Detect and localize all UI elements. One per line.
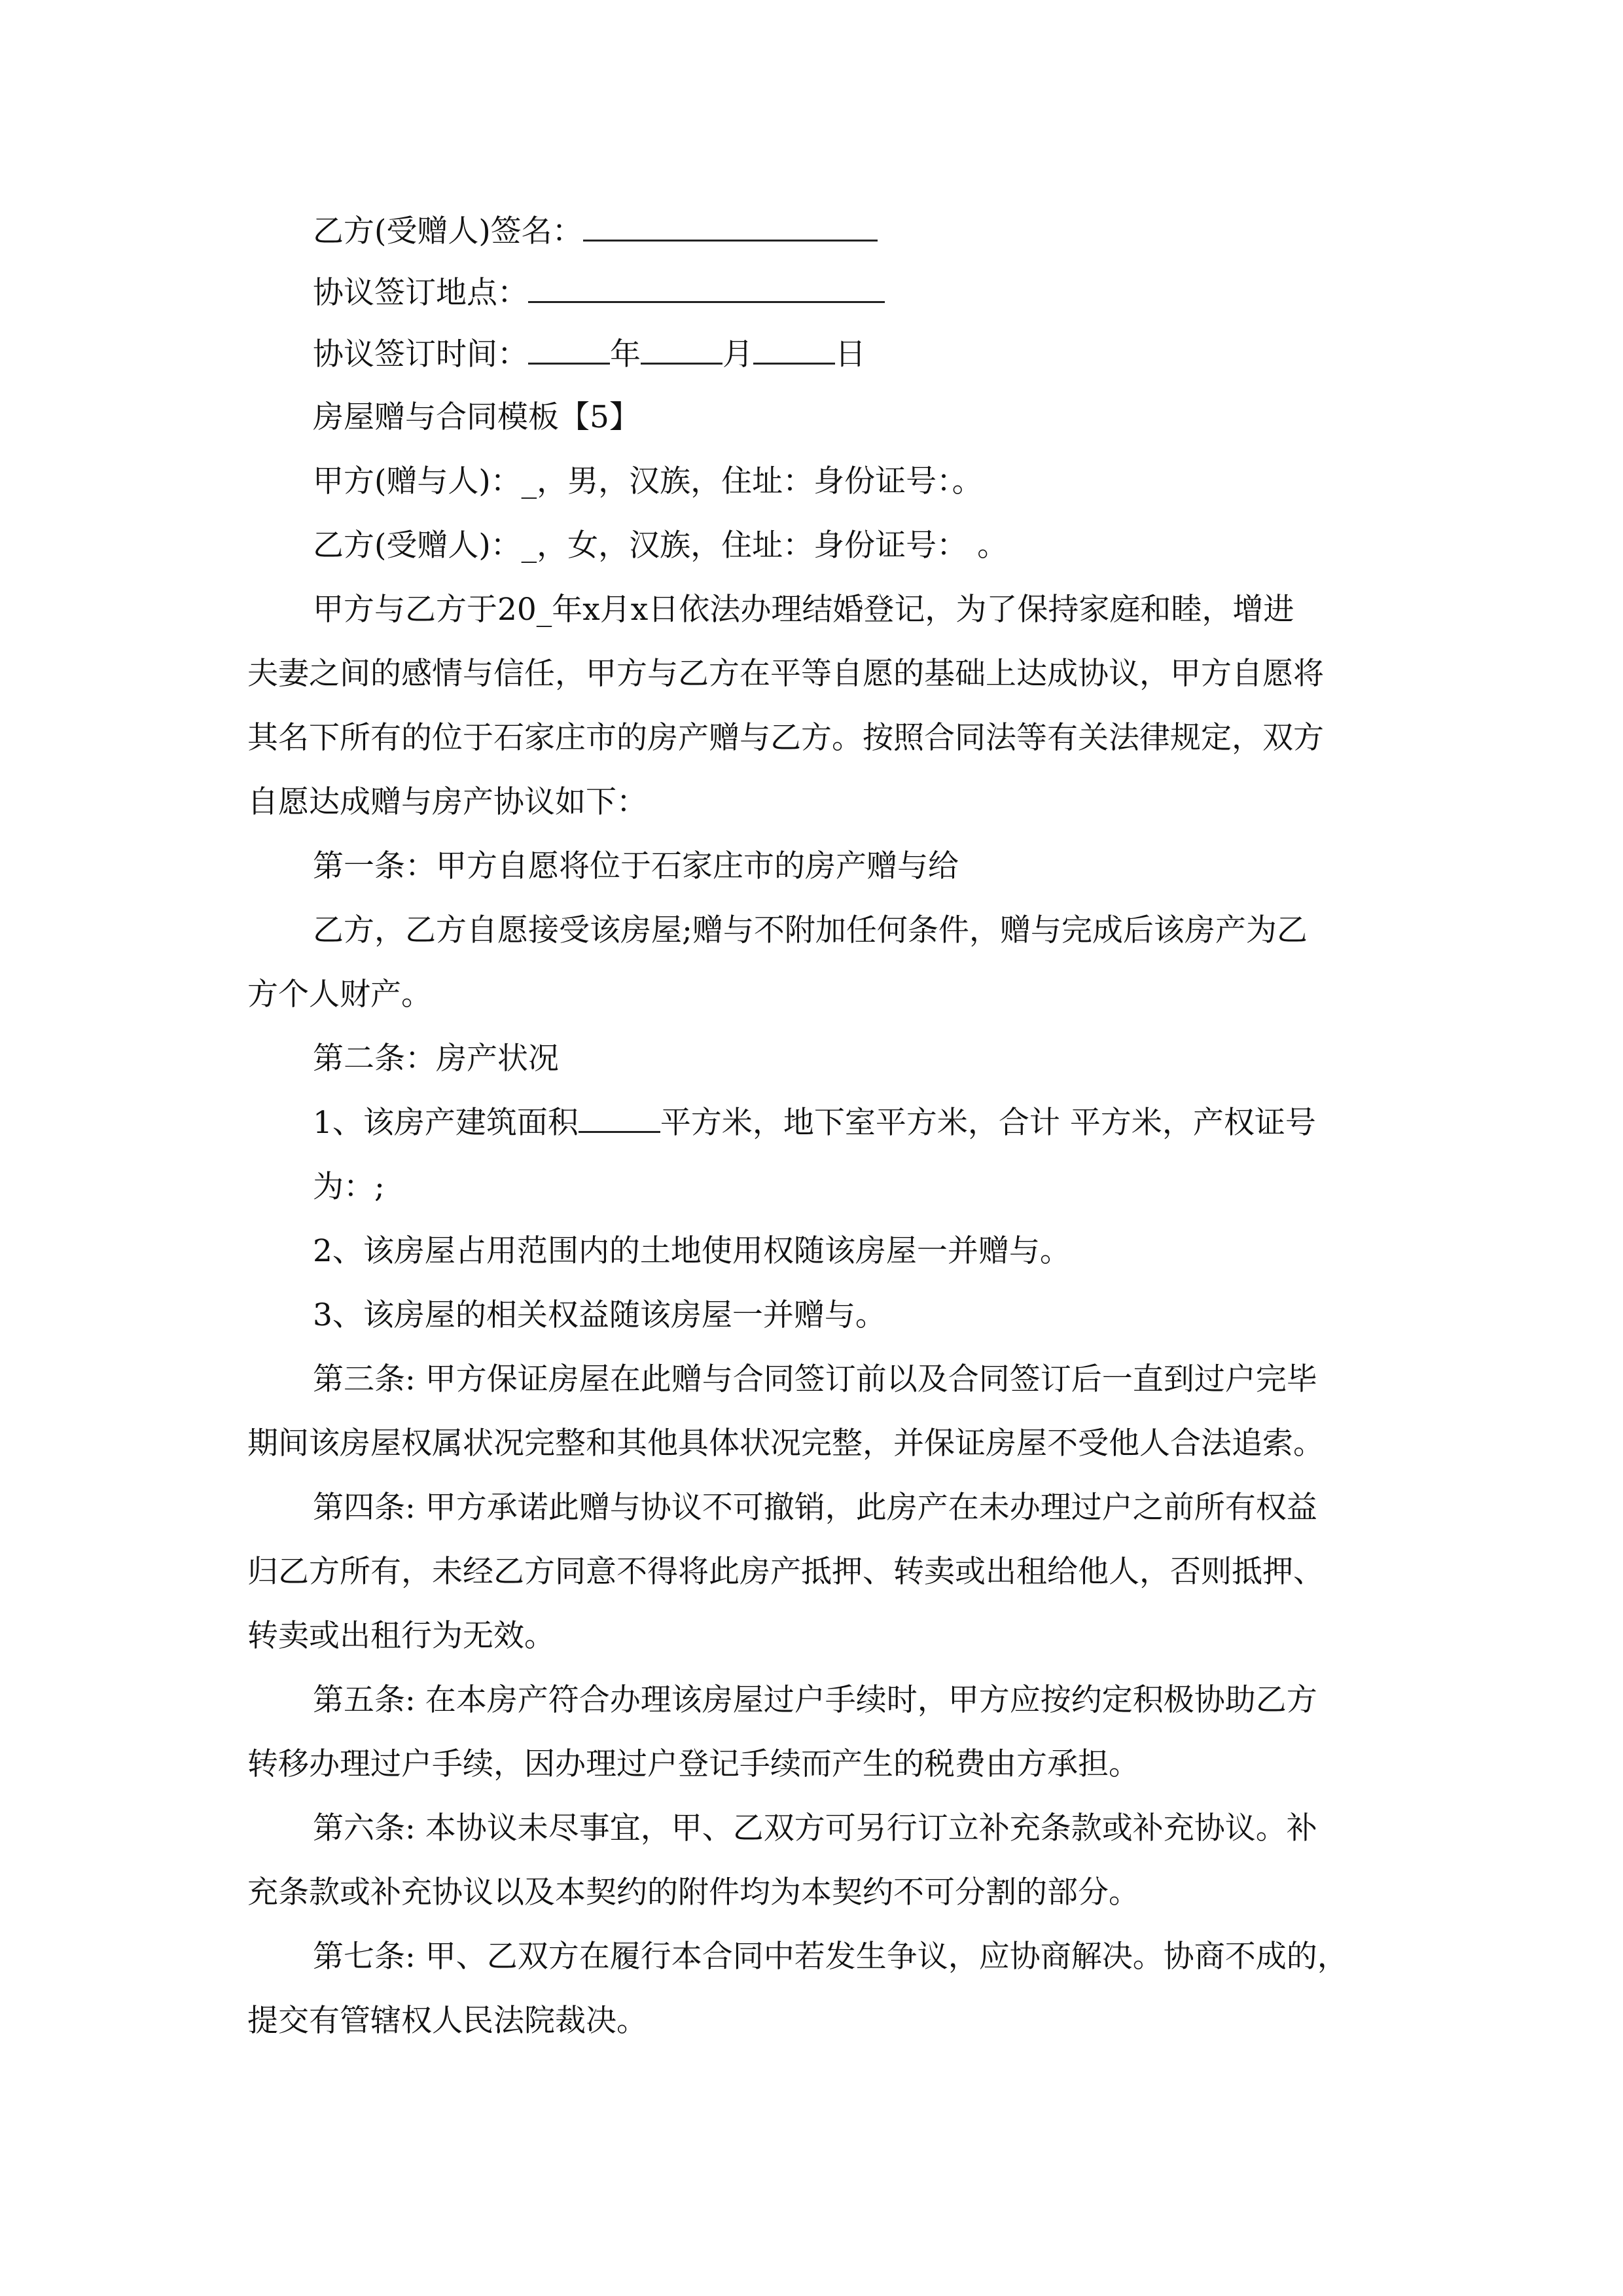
- party-b-line: 乙方(受赠人)：_，女，汉族，住址：身份证号： 。: [313, 528, 1008, 564]
- area-blank: [579, 1102, 660, 1133]
- item2-line: 2、该房屋占用范围内的土地使用权随该房屋一并赠与。: [313, 1233, 1071, 1269]
- intro-line-3: 其名下所有的位于石家庄市的房产赠与乙方。按照合同法等有关法律规定，双方: [247, 720, 1324, 756]
- sign-time-line: [313, 334, 866, 376]
- day-label: 日: [835, 336, 866, 372]
- item1-line-2: 为：;: [313, 1169, 385, 1205]
- sign-place-blank: [528, 272, 885, 303]
- day-blank: [753, 334, 835, 365]
- article7-line-2: 提交有管辖权人民法院裁决。: [247, 2003, 647, 2039]
- article3-line-1: 第三条: 甲方保证房屋在此赠与合同签订前以及合同签订后一直到过户完毕: [313, 1361, 1317, 1397]
- item1-line: [313, 1102, 1316, 1144]
- article2-title: 第二条：房产状况: [313, 1041, 559, 1077]
- year-label: 年: [610, 336, 641, 372]
- article5-line-2: 转移办理过户手续，因办理过户登记手续而产生的税费由方承担。: [247, 1746, 1139, 1782]
- year-blank: [528, 334, 610, 365]
- item1-part-b: 平方米，地下室平方米，合计 平方米，产权证号: [660, 1105, 1316, 1141]
- article4-line-2: 归乙方所有，未经乙方同意不得将此房产抵押、转卖或出租给他人，否则抵押、: [247, 1554, 1324, 1590]
- sign-place-line: [313, 272, 885, 314]
- party-b-signature-label: 乙方(受赠人)签名：: [313, 213, 583, 249]
- contract-title: 房屋赠与合同模板【5】: [313, 399, 640, 435]
- item1-part-a: 1、该房产建筑面积: [313, 1105, 579, 1141]
- article6-line-1: 第六条: 本协议未尽事宜，甲、乙双方可另行订立补充条款或补充协议。补: [313, 1810, 1317, 1846]
- month-label: 月: [722, 336, 753, 372]
- article3-line-2: 期间该房屋权属状况完整和其他具体状况完整，并保证房屋不受他人合法追索。: [247, 1426, 1324, 1462]
- article4-line-1: 第四条: 甲方承诺此赠与协议不可撤销，此房产在未办理过户之前所有权益: [313, 1490, 1317, 1526]
- item3-line: 3、该房屋的相关权益随该房屋一并赠与。: [313, 1297, 886, 1333]
- sign-place-label: 协议签订地点：: [313, 275, 528, 311]
- month-blank: [641, 334, 722, 365]
- article6-line-2: 充条款或补充协议以及本契约的附件均为本契约不可分割的部分。: [247, 1874, 1139, 1910]
- intro-line-2: 夫妻之间的感情与信任，甲方与乙方在平等自愿的基础上达成协议，甲方自愿将: [247, 656, 1324, 692]
- sign-time-label: 协议签订时间：: [313, 336, 528, 372]
- article4-line-3: 转卖或出租行为无效。: [247, 1618, 555, 1654]
- party-a-line: 甲方(赠与人)：_，男，汉族，住址：身份证号：。: [313, 463, 983, 499]
- signature-blank: [583, 211, 878, 242]
- article1-line-3: 方个人财产。: [247, 977, 432, 1013]
- intro-line-4: 自愿达成赠与房产协议如下：: [247, 784, 647, 820]
- article1-line-1: 第一条：甲方自愿将位于石家庄市的房产赠与给: [313, 848, 959, 884]
- article1-line-2: 乙方，乙方自愿接受该房屋;赠与不附加任何条件，赠与完成后该房产为乙: [313, 912, 1308, 948]
- intro-line-1: 甲方与乙方于20_年x月x日依法办理结婚登记，为了保持家庭和睦，增进: [313, 592, 1294, 628]
- article5-line-1: 第五条: 在本房产符合办理该房屋过户手续时，甲方应按约定积极协助乙方: [313, 1682, 1317, 1718]
- party-b-signature-line: [313, 211, 878, 253]
- article7-line-1: 第七条: 甲、乙双方在履行本合同中若发生争议，应协商解决。协商不成的，: [313, 1939, 1348, 1975]
